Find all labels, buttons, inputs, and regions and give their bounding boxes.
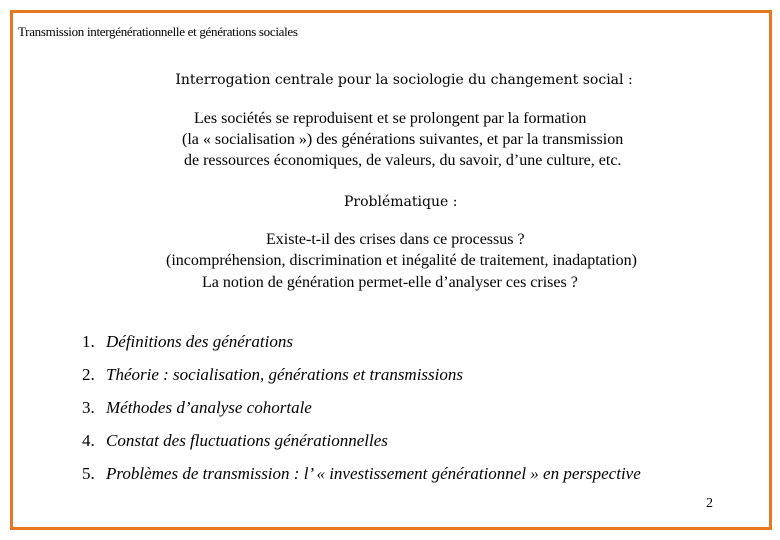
page-number: 2: [706, 496, 713, 511]
intro-line-1: Les sociétés se reproduisent et se prolongent par la formation: [194, 110, 587, 127]
problematique-line-1: Existe-t-il des crises dans ce processus ?: [266, 231, 525, 248]
outline-list: [82, 332, 641, 497]
outline-item-text: Théorie : socialisation, générations et transmissions: [106, 365, 463, 384]
problematique-line-2: (incompréhension, discrimination et inégalité de traitement, inadaptation): [166, 252, 637, 269]
central-question: Interrogation centrale pour la sociologie du changement social :: [175, 72, 633, 88]
outline-item: [82, 365, 641, 398]
outline-item-text: Méthodes d’analyse cohortale: [106, 398, 312, 417]
outline-item-text: Définitions des générations: [106, 332, 293, 351]
outline-item: [82, 398, 641, 431]
outline-item-text: Problèmes de transmission : l’ « investissement générationnel » en perspective: [106, 464, 641, 483]
outline-item-number: 4.: [82, 431, 95, 450]
outline-item-number: 5.: [82, 464, 95, 483]
problematique-line-3: La notion de génération permet-elle d’analyser ces crises ?: [202, 274, 578, 291]
outline-item-number: 3.: [82, 398, 95, 417]
outline-item: [82, 464, 641, 497]
outline-item-number: 1.: [82, 332, 95, 351]
problematique-title: Problématique :: [344, 194, 458, 210]
intro-line-2: (la « socialisation ») des générations suivantes, et par la transmission: [182, 131, 624, 148]
outline-item: [82, 332, 641, 365]
outline-item-number: 2.: [82, 365, 95, 384]
outline-item-text: Constat des fluctuations générationnelles: [106, 431, 388, 450]
intro-line-3: de ressources économiques, de valeurs, du savoir, d’une culture, etc.: [184, 152, 622, 169]
slide-header-title: Transmission intergénérationnelle et générations sociales: [18, 24, 298, 39]
outline-item: [82, 431, 641, 464]
